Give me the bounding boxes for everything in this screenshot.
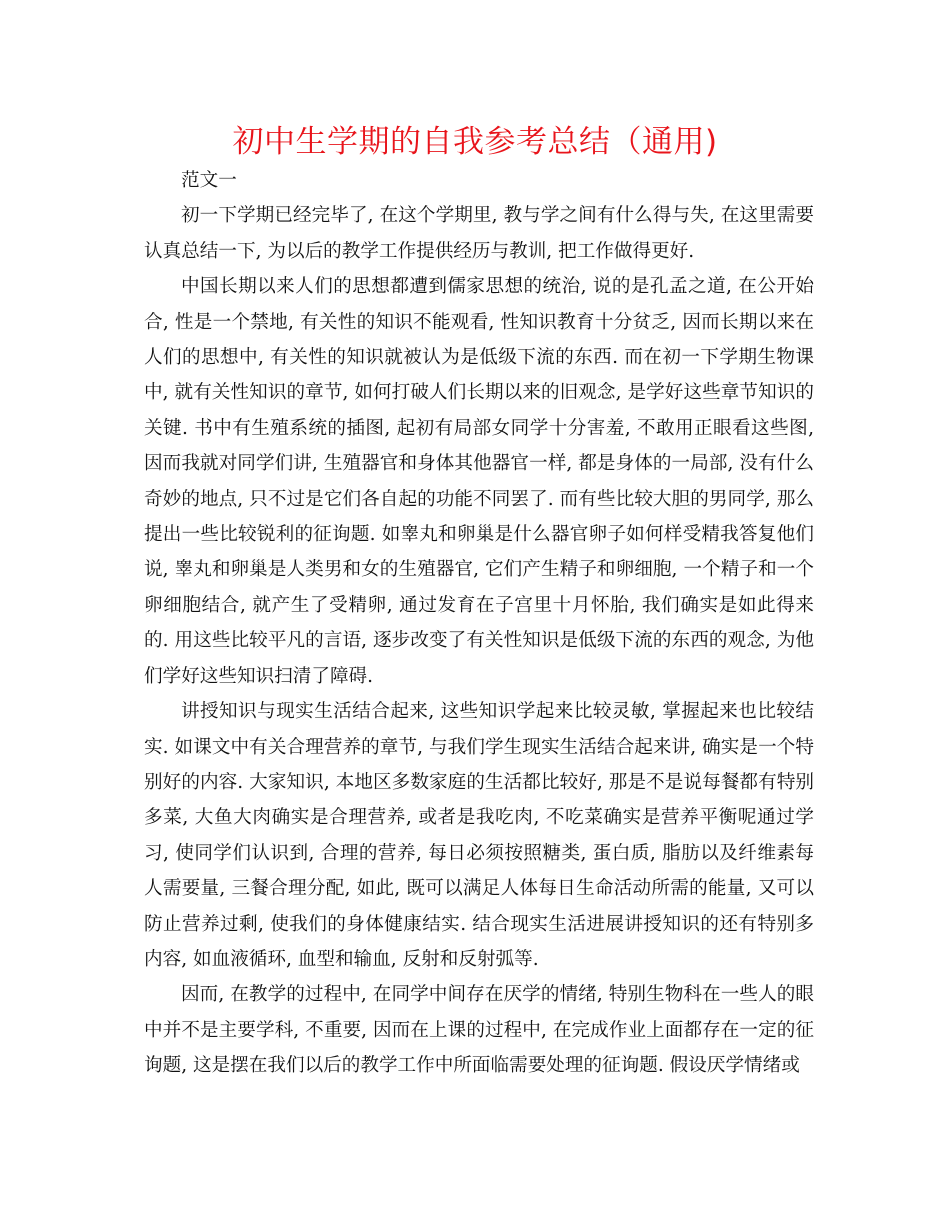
paragraph-intro: 初一下学期已经完毕了, 在这个学期里, 教与学之间有什么得与失, 在这里需要认真总结一下, 为以后的教学工作提供经历与教训, 把工作做得更好. [144, 205, 814, 262]
document-body [144, 163, 814, 1084]
paragraph-nutrition: 讲授知识与现实生活结合起来, 这些知识学起来比较灵敏, 掌握起来也比较结实. 如课文中有关合理营养的章节, 与我们学生现实生活结合起来讲, 确实是一个特别好的内容. 大家知识, 本地区多数家庭的生活都比较好, 那是不是说每餐都有特别多菜, 大鱼大肉确实是合理营养, 或者是我吃肉, 不吃菜确实是营养平衡呢通过学习, 使同学们认识到, 合理的营养, 每日必须按照糖类, 蛋白质, 脂肪以及纤维素每人需要量, 三餐合理分配, 如此, 既可以满足人体每日生命活动所需的能量, 又可以防止营养过剩, 使我们的身体健康结实. 结合现实生活进展讲授知识的还有特别多内容, 如血液循环, 血型和输血, 反射和反射弧等. [144, 701, 814, 970]
paragraph-learning-attitude: 因而, 在教学的过程中, 在同学中间存在厌学的情绪, 特别生物科在一些人的眼中并不是主要学科, 不重要, 因而在上课的过程中, 在完成作业上面都存在一定的征询题, 这是摆在我们以后的教学工作中所面临需要处理的征询题. 假设厌学情绪或 [144, 984, 814, 1077]
paragraph-sex-education: 中国长期以来人们的思想都遭到儒家思想的统治, 说的是孔孟之道, 在公开始合, 性是一个禁地, 有关性的知识不能观看, 性知识教育十分贫乏, 因而长期以来在人们的思想中, 有关性的知识就被认为是低级下流的东西. 而在初一下学期生物课中, 就有关性知识的章节, 如何打破人们长期以来的旧观念, 是学好这些章节知识的关键. 书中有生殖系统的插图, 起初有局部女同学十分害羞, 不敢用正眼看这些图, 因而我就对同学们讲, 生殖器官和身体其他器官一样, 都是身体的一局部, 没有什么奇妙的地点, 只不过是它们各自起的功能不同罢了. 而有些比较大胆的男同学, 那么提出一些比较锐利的征询题. 如睾丸和卵巢是什么器官卵子如何样受精我答复他们说, 睾丸和卵巢是人类男和女的生殖器官, 它们产生精子和卵细胞, 一个精子和一个卵细胞结合, 就产生了受精卵, 通过发育在子宫里十月怀胎, 我们确实是如此得来的. 用这些比较平凡的言语, 逐步改变了有关性知识是低级下流的东西的观念, 为他们学好这些知识扫清了障碍. [144, 276, 814, 687]
document-title: 初中生学期的自我参考总结（通用) [232, 124, 718, 160]
section-label: 范文一 [181, 170, 237, 191]
